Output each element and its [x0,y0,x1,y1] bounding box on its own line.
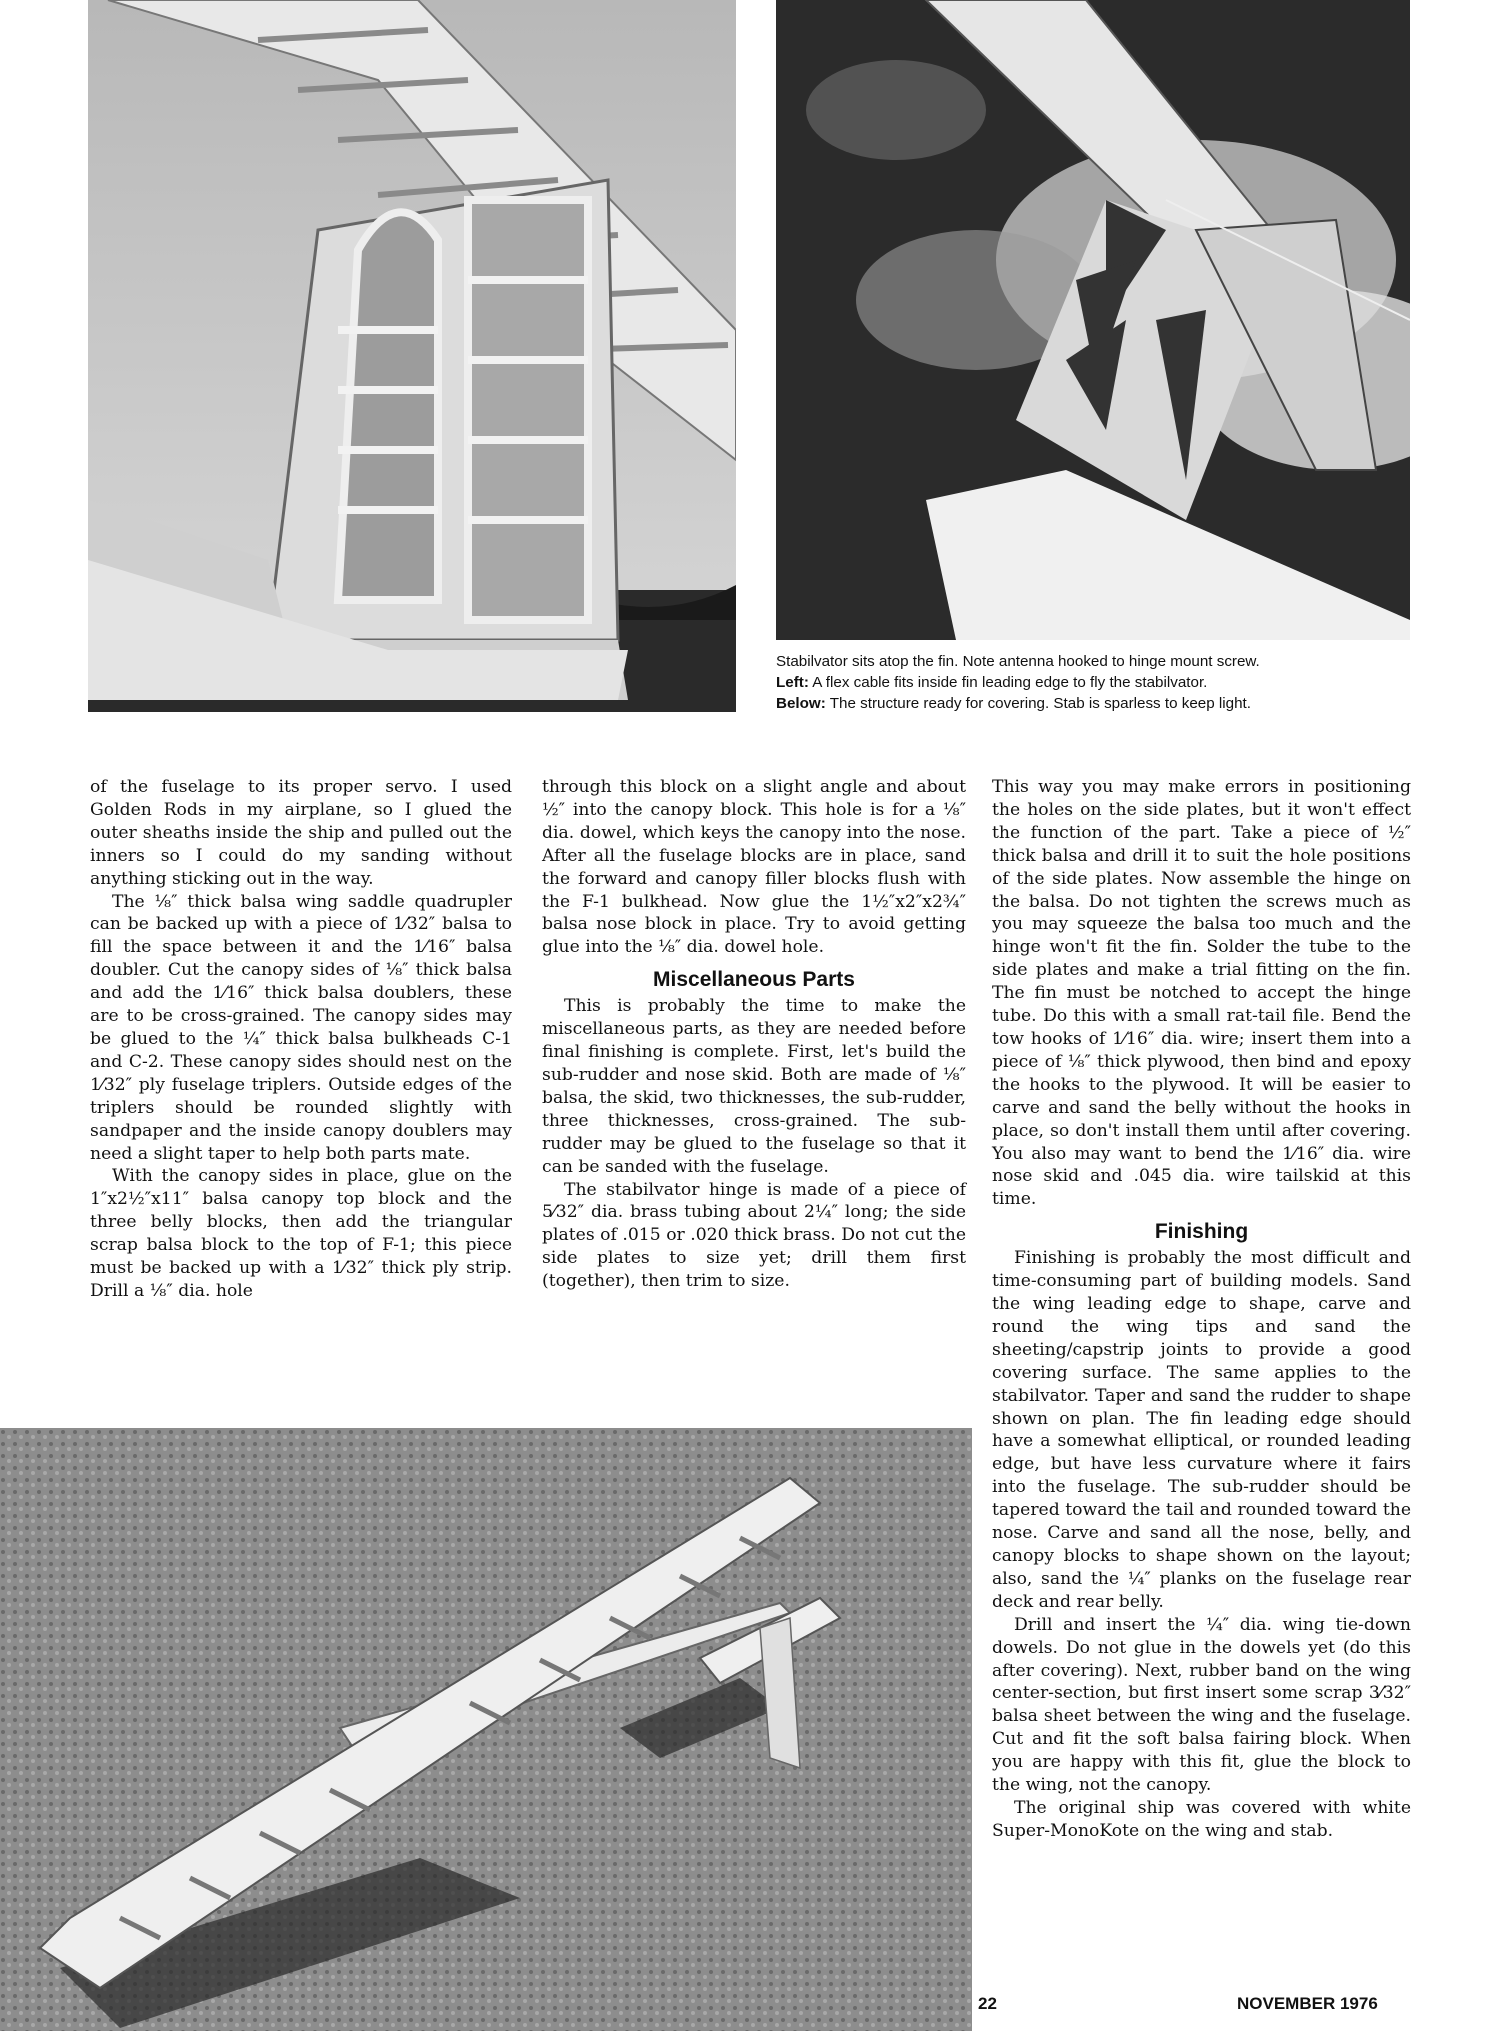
caption-left-label: Left: [776,674,809,691]
caption-left-text: A flex cable fits inside fin leading edge to fly the stabilvator. [808,674,1208,691]
page-number: 22 [978,1994,997,2013]
photo-stabilvator [776,0,1410,640]
paragraph: Finishing is probably the most difficult and time-consuming part of building models. Sand the wing leading edge to shape, carve and round the wing tips and sand the sheeting/capstrip joints to provide a good covering surface. The same applies to the stabilvator. Taper and sand the rudder to shape shown on plan. The fin leading edge should have a somewhat elliptical, or rounded leading edge, but have less curvature where it fairs into the fuselage. The sub-rudder should be tapered toward the tail and rounded toward the nose. Carve and sand all the nose, belly, and canopy blocks to shape shown on the layout; also, sand the ¼″ planks on the fuselage rear deck and rear belly. [992,1248,1411,1612]
text-column-2 [542,776,966,1293]
paragraph: The ⅛″ thick balsa wing saddle quadrupler can be backed up with a piece of 1⁄32″ balsa to fill the space between it and the 1⁄16″ balsa doubler. Cut the canopy sides of ⅛″ thick balsa and add the 1⁄16″ thick balsa doublers, these are to be cross-grained. The canopy sides may be glued to the ¼″ thick balsa bulkheads C-1 and C-2. These canopy sides should nest on the 1⁄32″ ply fuselage triplers. Outside edges of the triplers should be rounded slightly with sandpaper and the inside canopy doublers may need a slight taper to help both parts mate. [90,891,512,1164]
paragraph: With the canopy sides in place, glue on the 1″x2½″x11″ balsa canopy top block and the three belly blocks, then add the triangular scrap balsa block to the top of F-1; this piece must be backed up with a 1⁄32″ thick ply strip. Drill a ⅛″ dia. hole [90,1166,512,1301]
section-heading-miscellaneous-parts: Miscellaneous Parts [653,968,855,992]
caption-below-text: The structure ready for covering. Stab is sparless to keep light. [825,695,1251,712]
paragraph: The original ship was covered with white Super-MonoKote on the wing and stab. [992,1797,1411,1841]
paragraph: The stabilvator hinge is made of a piece of 5⁄32″ dia. brass tubing about 2¼″ long; the side plates of .015 or .020 thick brass. Do not cut the side plates to size yet; drill them first (together), then trim to size. [542,1179,966,1292]
caption-line-below [776,693,1378,714]
paragraph: through this block on a slight angle and about ½″ into the canopy block. This hole is for a ⅛″ dia. dowel, which keys the canopy into the nose. After all the fuselage blocks are in place, sand the forward and canopy filler blocks flush with the F-1 bulkhead. Now glue the 1½″x2″x2¾″ balsa nose block in place. Try to avoid getting glue into the ⅛″ dia. dowel hole. [542,777,966,958]
caption-line-main: Stabilvator sits atop the fin. Note antenna hooked to hinge mount screw. [776,653,1260,670]
paragraph: This is probably the time to make the miscellaneous parts, as they are needed before final finishing is complete. First, let's build the sub-rudder and nose skid. Both are made of ⅛″ balsa, the skid, two thicknesses, the sub-rudder, three thicknesses, cross-grained. The sub-rudder may be glued to the fuselage so that it can be sanded with the fuselage. [542,996,966,1177]
paragraph: of the fuselage to its proper servo. I used Golden Rods in my airplane, so I glued the outer sheaths inside the ship and pulled out the inners so I could do my sanding without anything sticking out in the way. [90,777,512,889]
caption-line-left [776,672,1378,693]
text-column-1 [90,776,512,1303]
text-column-3 [992,776,1411,1843]
caption-below-label: Below: [776,695,826,712]
section-heading-finishing: Finishing [1154,1220,1249,1244]
issue-date: NOVEMBER 1976 [1237,1994,1378,2013]
photo-airframe-uncovered [0,1428,972,2031]
photo-caption [776,651,1378,714]
photo-fin-structure [88,0,736,712]
paragraph: This way you may make errors in positioning the holes on the side plates, but it won't effect the function of the part. Take a piece of ½″ thick balsa and drill it to suit the hole positions of the side plates. Now assemble the hinge on the balsa. Do not tighten the screws much as you may squeeze the balsa too much and the hinge won't fit the fin. Solder the tube to the side plates and make a trial fitting on the fin. The fin must be notched to accept the hinge tube. Do this with a small rat-tail file. Bend the tow hooks of 1⁄16″ dia. wire; insert them into a piece of ⅛″ thick plywood, then bind and epoxy the hooks to the plywood. It will be easier to carve and sand the belly without the hooks in place, so don't install them until after covering. You also may want to bend the 1⁄16″ dia. wire nose skid and .045 dia. wire tailskid at this time. [992,777,1411,1210]
paragraph: Drill and insert the ¼″ dia. wing tie-down dowels. Do not glue in the dowels yet (do this after covering). Next, rubber band on the wing center-section, but first insert some scrap 3⁄32″ balsa sheet between the wing and the fuselage. Cut and fit the soft balsa fairing block. When you are happy with this fit, glue the block to the wing, not the canopy. [992,1614,1411,1796]
